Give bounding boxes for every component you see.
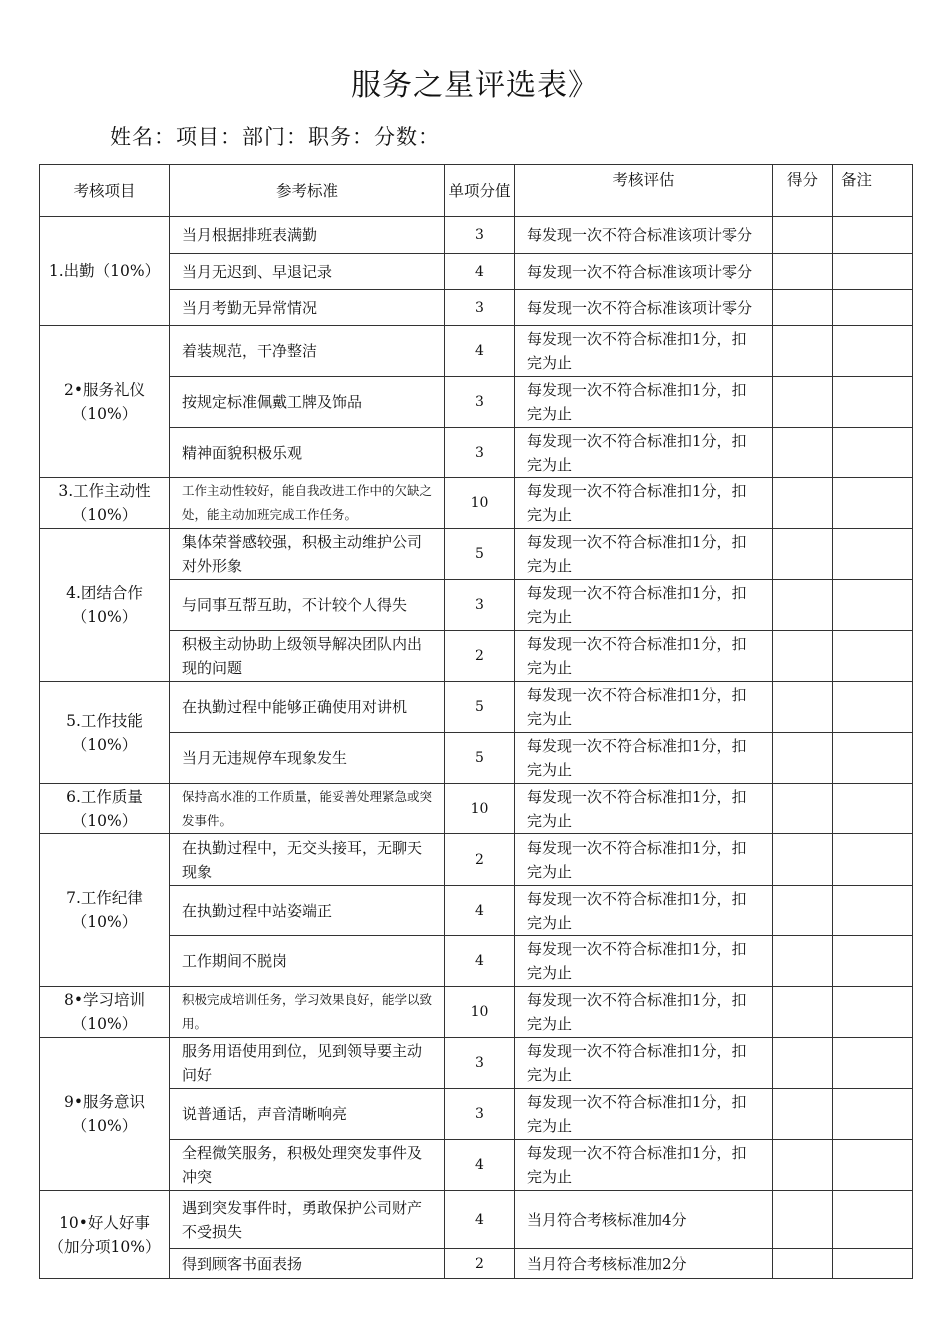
score-cell[interactable] <box>773 1191 833 1249</box>
evaluation-cell: 每发现一次不符合标准扣1分，扣完为止 <box>515 377 773 428</box>
remark-cell[interactable] <box>833 529 913 580</box>
standard-cell: 遇到突发事件时，勇敢保护公司财产不受损失 <box>170 1191 445 1249</box>
score-cell[interactable] <box>773 1038 833 1089</box>
remark-cell[interactable] <box>833 326 913 377</box>
header-remark: 备注 <box>833 165 913 217</box>
score-cell[interactable] <box>773 733 833 784</box>
score-value-cell: 3 <box>445 580 515 631</box>
evaluation-cell: 每发现一次不符合标准扣1分，扣完为止 <box>515 478 773 529</box>
header-score: 得分 <box>773 165 833 217</box>
remark-cell[interactable] <box>833 936 913 987</box>
standard-cell: 集体荣誉感较强，积极主动维护公司对外形象 <box>170 529 445 580</box>
item-name-cell: 7.工作纪律（10%） <box>40 834 170 987</box>
table-row <box>40 217 913 254</box>
table-row <box>40 987 913 1038</box>
standard-cell: 着装规范，干净整洁 <box>170 326 445 377</box>
score-cell[interactable] <box>773 682 833 733</box>
standard-cell: 得到顾客书面表扬 <box>170 1249 445 1279</box>
info-line: 姓名：项目：部门：职务：分数： <box>110 125 440 149</box>
score-cell[interactable] <box>773 834 833 886</box>
remark-cell[interactable] <box>833 1038 913 1089</box>
table-row <box>40 733 913 784</box>
evaluation-cell: 每发现一次不符合标准扣1分，扣完为止 <box>515 784 773 834</box>
score-cell[interactable] <box>773 326 833 377</box>
standard-cell: 全程微笑服务，积极处理突发事件及冲突 <box>170 1140 445 1191</box>
score-cell[interactable] <box>773 631 833 682</box>
evaluation-cell: 每发现一次不符合标准扣1分，扣完为止 <box>515 326 773 377</box>
table-row <box>40 631 913 682</box>
item-name-cell: 2•服务礼仪（10%） <box>40 326 170 478</box>
remark-cell[interactable] <box>833 1249 913 1279</box>
standard-cell: 精神面貌积极乐观 <box>170 428 445 478</box>
score-cell[interactable] <box>773 478 833 529</box>
standard-cell: 说普通话，声音清晰响亮 <box>170 1089 445 1140</box>
evaluation-cell: 每发现一次不符合标准该项计零分 <box>515 254 773 290</box>
evaluation-cell: 每发现一次不符合标准扣1分，扣完为止 <box>515 733 773 784</box>
score-value-cell: 5 <box>445 529 515 580</box>
score-cell[interactable] <box>773 784 833 834</box>
evaluation-cell: 每发现一次不符合标准扣1分，扣完为止 <box>515 886 773 936</box>
table-row <box>40 1089 913 1140</box>
header-evaluation: 考核评估 <box>515 165 773 217</box>
remark-cell[interactable] <box>833 834 913 886</box>
remark-cell[interactable] <box>833 478 913 529</box>
remark-cell[interactable] <box>833 290 913 326</box>
standard-cell: 当月无违规停车现象发生 <box>170 733 445 784</box>
standard-cell: 积极完成培训任务，学习效果良好，能学以致用。 <box>170 987 445 1038</box>
item-name-cell: 1.出勤（10%） <box>40 217 170 326</box>
evaluation-cell: 每发现一次不符合标准扣1分，扣完为止 <box>515 580 773 631</box>
table-row <box>40 290 913 326</box>
item-name-cell: 5.工作技能（10%） <box>40 682 170 784</box>
table-row <box>40 377 913 428</box>
table-row <box>40 1038 913 1089</box>
score-cell[interactable] <box>773 1249 833 1279</box>
remark-cell[interactable] <box>833 682 913 733</box>
score-value-cell: 10 <box>445 987 515 1038</box>
table-row <box>40 682 913 733</box>
remark-cell[interactable] <box>833 631 913 682</box>
standard-cell: 工作主动性较好，能自我改进工作中的欠缺之处，能主动加班完成工作任务。 <box>170 478 445 529</box>
remark-cell[interactable] <box>833 217 913 254</box>
score-value-cell: 4 <box>445 936 515 987</box>
remark-cell[interactable] <box>833 1140 913 1191</box>
evaluation-cell: 当月符合考核标准加4分 <box>515 1191 773 1249</box>
item-name-cell: 3.工作主动性（10%） <box>40 478 170 529</box>
score-value-cell: 4 <box>445 1191 515 1249</box>
page-title: 服务之星评选表》 <box>351 68 599 103</box>
score-value-cell: 3 <box>445 377 515 428</box>
standard-cell: 当月根据排班表满勤 <box>170 217 445 254</box>
evaluation-cell: 每发现一次不符合标准该项计零分 <box>515 290 773 326</box>
table-row <box>40 478 913 529</box>
score-cell[interactable] <box>773 529 833 580</box>
score-cell[interactable] <box>773 987 833 1038</box>
table-row <box>40 784 913 834</box>
remark-cell[interactable] <box>833 784 913 834</box>
score-cell[interactable] <box>773 428 833 478</box>
score-value-cell: 4 <box>445 326 515 377</box>
score-cell[interactable] <box>773 580 833 631</box>
evaluation-cell: 每发现一次不符合标准扣1分，扣完为止 <box>515 428 773 478</box>
evaluation-cell: 每发现一次不符合标准扣1分，扣完为止 <box>515 529 773 580</box>
score-cell[interactable] <box>773 1089 833 1140</box>
score-cell[interactable] <box>773 1140 833 1191</box>
remark-cell[interactable] <box>833 580 913 631</box>
evaluation-cell: 每发现一次不符合标准扣1分，扣完为止 <box>515 1038 773 1089</box>
standard-cell: 当月无迟到、早退记录 <box>170 254 445 290</box>
table-row <box>40 1249 913 1279</box>
standard-cell: 在执勤过程中，无交头接耳，无聊天现象 <box>170 834 445 886</box>
score-value-cell: 4 <box>445 886 515 936</box>
header-score-value: 单项分值 <box>445 165 515 217</box>
score-value-cell: 4 <box>445 1140 515 1191</box>
score-cell[interactable] <box>773 936 833 987</box>
score-value-cell: 3 <box>445 217 515 254</box>
score-value-cell: 3 <box>445 1089 515 1140</box>
table-row <box>40 326 913 377</box>
remark-cell[interactable] <box>833 733 913 784</box>
evaluation-cell: 当月符合考核标准加2分 <box>515 1249 773 1279</box>
score-value-cell: 5 <box>445 682 515 733</box>
standard-cell: 工作期间不脱岗 <box>170 936 445 987</box>
score-value-cell: 10 <box>445 784 515 834</box>
score-value-cell: 3 <box>445 1038 515 1089</box>
header-standard: 参考标准 <box>170 165 445 217</box>
standard-cell: 与同事互帮互助，不计较个人得失 <box>170 580 445 631</box>
score-value-cell: 5 <box>445 733 515 784</box>
item-name-cell: 4.团结合作（10%） <box>40 529 170 682</box>
item-name-cell: 8•学习培训（10%） <box>40 987 170 1038</box>
score-cell[interactable] <box>773 254 833 290</box>
evaluation-cell: 每发现一次不符合标准扣1分，扣完为止 <box>515 834 773 886</box>
score-value-cell: 4 <box>445 254 515 290</box>
item-name-cell: 9•服务意识（10%） <box>40 1038 170 1191</box>
table-row <box>40 1140 913 1191</box>
evaluation-cell: 每发现一次不符合标准扣1分，扣完为止 <box>515 1140 773 1191</box>
table-row <box>40 834 913 886</box>
evaluation-cell: 每发现一次不符合标准扣1分，扣完为止 <box>515 631 773 682</box>
standard-cell: 按规定标准佩戴工牌及饰品 <box>170 377 445 428</box>
evaluation-table <box>39 164 913 1279</box>
standard-cell: 在执勤过程中能够正确使用对讲机 <box>170 682 445 733</box>
table-row <box>40 580 913 631</box>
table-row <box>40 254 913 290</box>
score-value-cell: 2 <box>445 1249 515 1279</box>
remark-cell[interactable] <box>833 428 913 478</box>
score-cell[interactable] <box>773 886 833 936</box>
item-name-cell: 10•好人好事（加分项10%） <box>40 1191 170 1279</box>
score-value-cell: 10 <box>445 478 515 529</box>
standard-cell: 积极主动协助上级领导解决团队内出现的问题 <box>170 631 445 682</box>
standard-cell: 当月考勤无异常情况 <box>170 290 445 326</box>
table-row <box>40 529 913 580</box>
score-value-cell: 2 <box>445 631 515 682</box>
score-value-cell: 2 <box>445 834 515 886</box>
table-row <box>40 936 913 987</box>
remark-cell[interactable] <box>833 254 913 290</box>
table-row <box>40 428 913 478</box>
remark-cell[interactable] <box>833 377 913 428</box>
standard-cell: 服务用语使用到位，见到领导要主动问好 <box>170 1038 445 1089</box>
standard-cell: 在执勤过程中站姿端正 <box>170 886 445 936</box>
score-cell[interactable] <box>773 290 833 326</box>
score-value-cell: 3 <box>445 428 515 478</box>
score-value-cell: 3 <box>445 290 515 326</box>
evaluation-cell: 每发现一次不符合标准扣1分，扣完为止 <box>515 987 773 1038</box>
score-cell[interactable] <box>773 377 833 428</box>
header-item: 考核项目 <box>40 165 170 217</box>
evaluation-cell: 每发现一次不符合标准该项计零分 <box>515 217 773 254</box>
remark-cell[interactable] <box>833 987 913 1038</box>
standard-cell: 保持高水准的工作质量，能妥善处理紧急或突发事件。 <box>170 784 445 834</box>
evaluation-cell: 每发现一次不符合标准扣1分，扣完为止 <box>515 936 773 987</box>
header-row <box>40 165 913 217</box>
evaluation-cell: 每发现一次不符合标准扣1分，扣完为止 <box>515 1089 773 1140</box>
evaluation-cell: 每发现一次不符合标准扣1分，扣完为止 <box>515 682 773 733</box>
table-row <box>40 1191 913 1249</box>
remark-cell[interactable] <box>833 1089 913 1140</box>
score-cell[interactable] <box>773 217 833 254</box>
table-row <box>40 886 913 936</box>
remark-cell[interactable] <box>833 1191 913 1249</box>
item-name-cell: 6.工作质量（10%） <box>40 784 170 834</box>
remark-cell[interactable] <box>833 886 913 936</box>
